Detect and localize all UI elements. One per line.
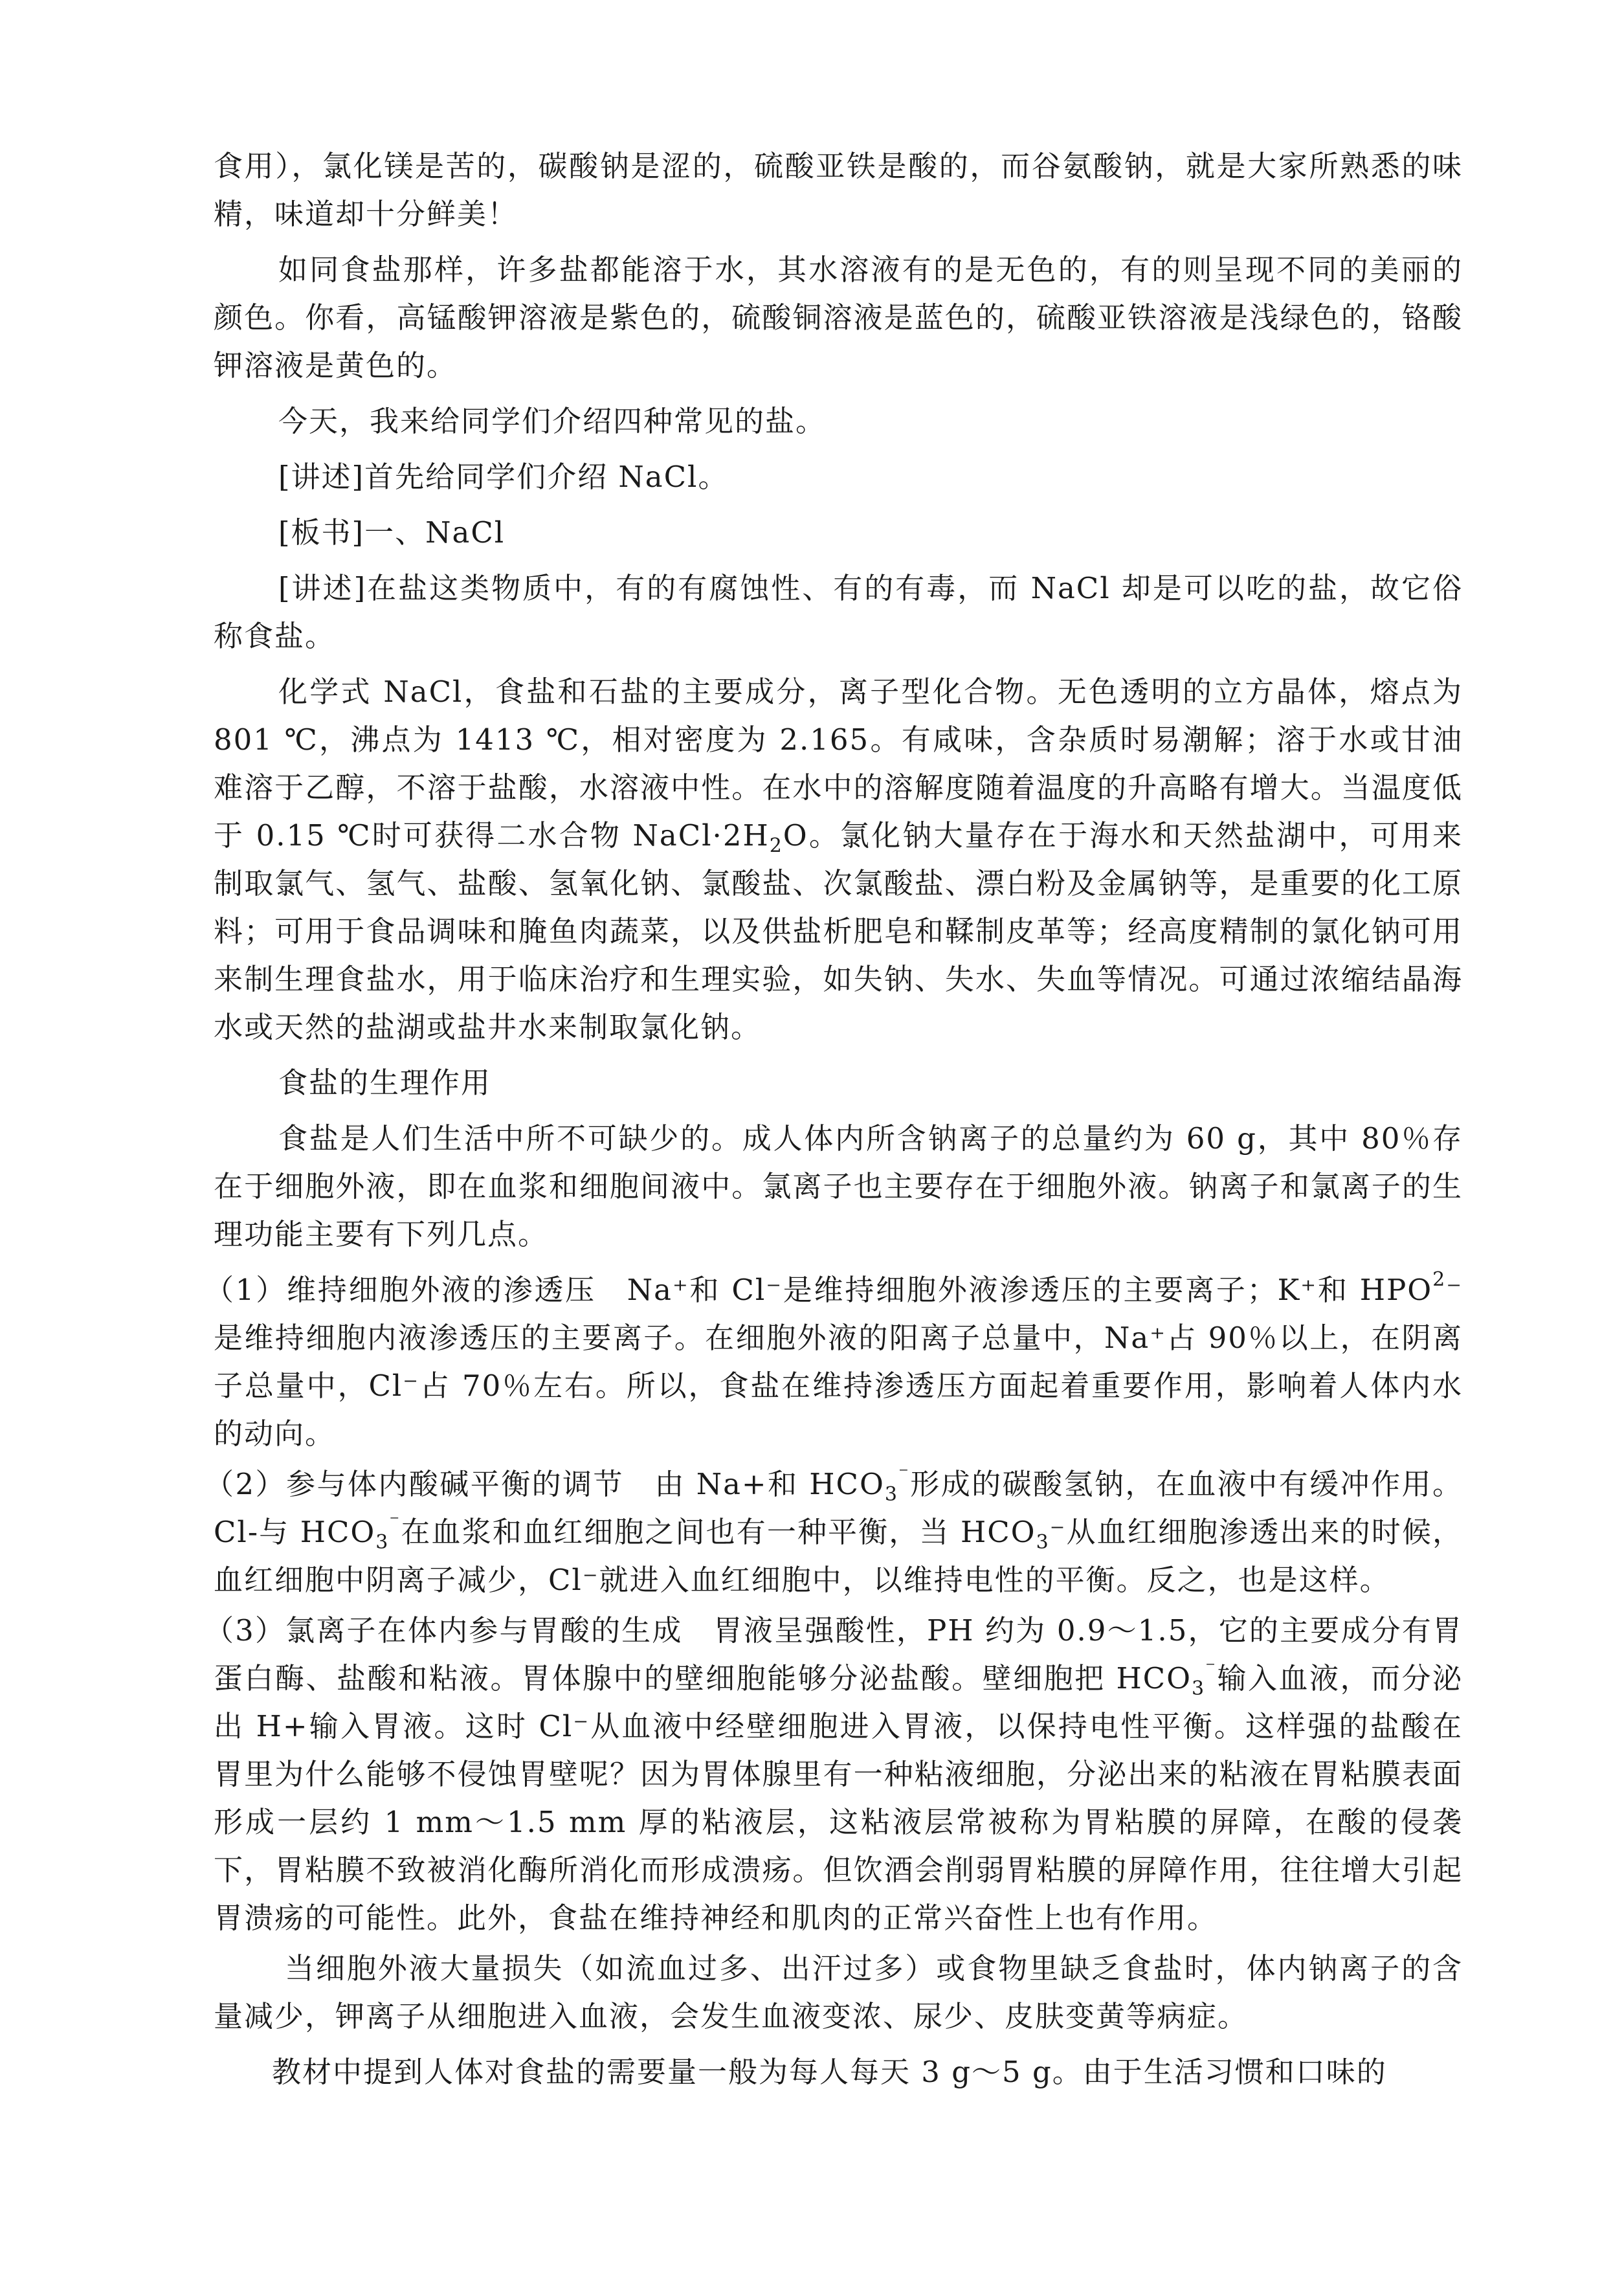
paragraph-lecture-edible-salt — [214, 565, 1463, 660]
superscript: ⁻ — [898, 1462, 910, 1485]
superscript: ⁻ — [1205, 1657, 1217, 1679]
paragraph-text: 当细胞外液大量损失（如流血过多、出汗过多）或食物里缺乏食盐时，体内钠离子的含量减少，钾离子从细胞进入血液，会发生血液变浓、尿少、皮肤变黄等病症。 — [214, 1951, 1463, 2033]
paragraph-text: 教材中提到人体对食盐的需要量一般为每人每天 3 g～5 g。由于生活习惯和口味的 — [272, 2055, 1387, 2089]
paragraph-text: 食盐的生理作用 — [278, 1066, 492, 1100]
paragraph-daily-requirement — [214, 2048, 1463, 2096]
paragraph-text: ⁻是维持细胞内液渗透压的主要离子。在细胞外液的阳离子总量中，Na⁺占 90％以上，在阴离子总量中，Cl⁻占 70％左右。所以，食盐在维持渗透压方面起着重要作用，影响着人体内水的动向。 — [214, 1273, 1463, 1451]
paragraph-text: 输入血液，而分泌出 H+输入胃液。这时 Cl⁻从血液中经壁细胞进入胃液，以保持电性平衡。这样强的盐酸在胃里为什么能够不侵蚀胃壁呢？因为胃体腺里有一种粘液细胞，分泌出来的粘液在胃粘膜表面形成一层约 1 mm～1.5 mm 厚的粘液层，这粘液层常被称为胃粘膜的屏障，在酸的侵袭下，胃粘膜不致被消化酶所消化而形成溃疡。但饮酒会削弱胃粘膜的屏障作用，往往增大引起胃溃疡的可能性。此外，食盐在维持神经和肌肉的正常兴奋性上也有作用。 — [214, 1661, 1463, 1935]
paragraph-text: 今天，我来给同学们介绍四种常见的盐。 — [278, 404, 827, 438]
paragraph-lecture-nacl — [214, 453, 1463, 501]
section-heading-physiology — [214, 1059, 1463, 1107]
superscript: ⁻ — [389, 1510, 401, 1533]
paragraph-text: （3）氯离子在体内参与胃酸的生成 胃液呈强酸性，PH 约为 0.9～1.5，它的主要成分有胃蛋白酶、盐酸和粘液。胃体腺中的壁细胞能够分泌盐酸。壁细胞把 HCO — [205, 1613, 1463, 1695]
list-item-acid-base-balance — [205, 1460, 1463, 1604]
paragraph-text: 如同食盐那样，许多盐都能溶于水，其水溶液有的是无色的，有的则呈现不同的美丽的颜色。你看，高锰酸钾溶液是紫色的，硫酸铜溶液是蓝色的，硫酸亚铁溶液是浅绿色的，铬酸钾溶液是黄色的。 — [214, 252, 1463, 383]
list-item-osmotic-pressure — [205, 1266, 1463, 1458]
subscript: 3 — [1192, 1677, 1206, 1700]
paragraph-text: [讲述]在盐这类物质中，有的有腐蚀性、有的有毒，而 NaCl 却是可以吃的盐，故它俗称食盐。 — [214, 571, 1463, 653]
paragraph-sodium-chloride-ions — [214, 1115, 1463, 1258]
paragraph-text: ⁻从血红细胞渗透出来的时候，血红细胞中阴离子减少，Cl⁻就进入血红细胞中，以维持电性的平衡。反之，也是这样。 — [214, 1515, 1463, 1597]
subscript: 3 — [884, 1483, 898, 1506]
list-item-gastric-acid — [205, 1607, 1463, 1942]
paragraph-nacl-properties — [214, 668, 1463, 1051]
paragraph-text: 食盐是人们生活中所不可缺少的。成人体内所含钠离子的总量约为 60 g，其中 80％存在于细胞外液，即在血浆和细胞间液中。氯离子也主要存在于细胞外液。钠离子和氯离子的生理功能主要有下列几点。 — [214, 1121, 1463, 1251]
paragraph-blackboard-heading — [214, 509, 1463, 557]
paragraph-text: O。氯化钠大量存在于海水和天然盐湖中，可用来制取氯气、氢气、盐酸、氢氧化钠、氯酸盐、次氯酸盐、漂白粉及金属钠等，是重要的化工原料；可用于食品调味和腌鱼肉蔬菜，以及供盐析肥皂和鞣制皮革等；经高度精制的氯化钠可用来制生理食盐水，用于临床治疗和生理实验，如失钠、失水、失血等情况。可通过浓缩结晶海水或天然的盐湖或盐井水来制取氯化钠。 — [214, 818, 1463, 1044]
paragraph-text: 在血浆和血红细胞之间也有一种平衡，当 HCO — [401, 1515, 1036, 1549]
paragraph-text: [板书]一、NaCl — [278, 515, 506, 550]
paragraph-colors-of-solutions — [214, 246, 1463, 390]
paragraph-taste-of-salts — [214, 142, 1463, 238]
paragraph-text: （2）参与体内酸碱平衡的调节 由 Na+和 HCO — [205, 1467, 885, 1501]
paragraph-sodium-loss — [214, 1945, 1463, 2041]
subscript: 3 — [375, 1531, 390, 1554]
paragraph-text: 食用），氯化镁是苦的，碳酸钠是涩的，硫酸亚铁是酸的，而谷氨酸钠，就是大家所熟悉的味精，味道却十分鲜美！ — [214, 149, 1463, 231]
paragraph-introduction — [214, 397, 1463, 445]
document-page — [205, 142, 1463, 2104]
subscript: 3 — [1036, 1531, 1050, 1554]
paragraph-text: 化学式 NaCl，食盐和石盐的主要成分，离子型化合物。无色透明的立方晶体，熔点为 801 ℃，沸点为 1413 ℃，相对密度为 2.165。有咸味，含杂质时易潮解；溶于水或甘油难溶于乙醇，不溶于盐酸，水溶液中性。在水中的溶解度随着温度的升高略有增大。当温度低于 0.15 ℃时可获得二水合物 NaCl·2H — [214, 675, 1463, 853]
paragraph-text: （1）维持细胞外液的渗透压 Na⁺和 Cl⁻是维持细胞外液渗透压的主要离子；K⁺和 HPO — [205, 1273, 1433, 1307]
superscript: 2 — [1432, 1268, 1447, 1291]
subscript: 2 — [769, 834, 783, 857]
paragraph-text: 形成的碳酸氢钠，在血液中有缓冲作用。Cl-与 HCO — [214, 1467, 1463, 1549]
paragraph-text: [讲述]首先给同学们介绍 NaCl。 — [278, 460, 729, 494]
